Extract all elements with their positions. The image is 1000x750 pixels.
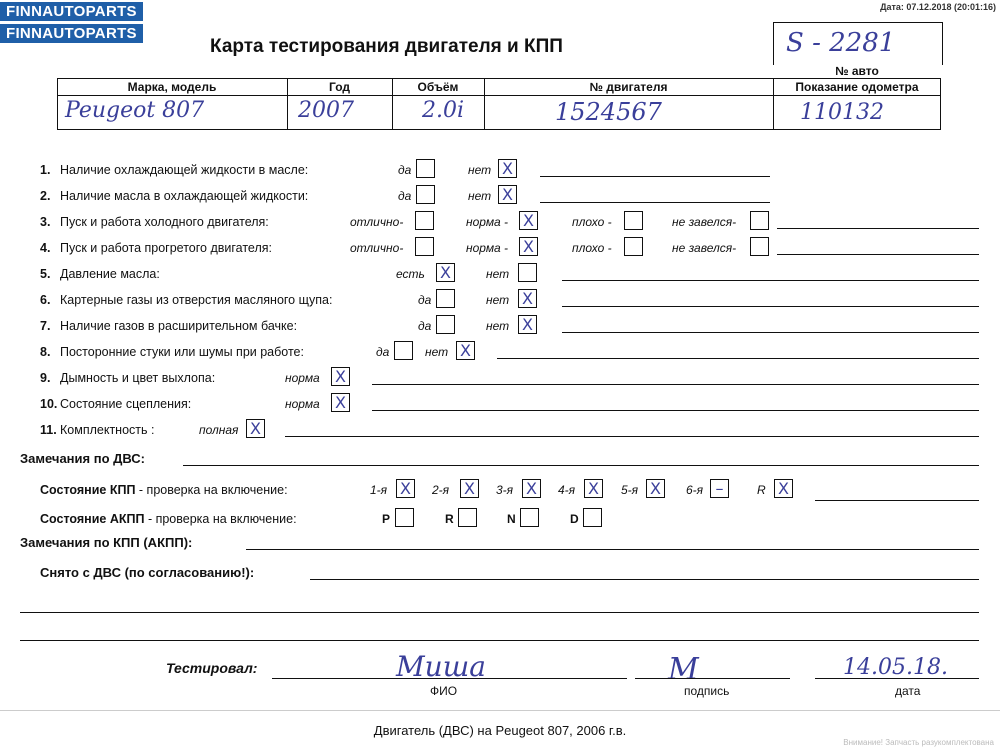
check-question: Пуск и работа холодного двигателя: [60,215,269,229]
checkbox[interactable]: X [498,159,517,178]
checkbox[interactable]: X [498,185,517,204]
header-year: Год [329,80,350,94]
value-engine-number: 1524567 [555,98,662,126]
checkbox[interactable]: X [519,237,538,256]
option-label: норма - [466,215,509,229]
kpp-notes-label: Замечания по КПП (АКПП): [20,535,193,550]
check-number: 8. [40,345,51,359]
gear-label: 6-я [686,483,704,497]
option-label: нет [486,293,510,307]
value-year: 2007 [298,98,354,123]
removed-line[interactable] [310,579,979,580]
option-label: нет [468,189,492,203]
gear-checkbox[interactable] [458,508,477,527]
notes-line[interactable] [562,280,979,281]
check-question: Дымность и цвет выхлопа: [60,371,216,385]
check-question: Давление масла: [60,267,160,281]
akpp-label: Состояние АКПП - проверка на включение: [40,512,297,526]
signature: М [668,652,699,687]
option-label: нет [468,163,492,177]
value-odometer: 110132 [800,100,884,125]
notes-line[interactable] [562,306,979,307]
option-label: да [398,189,412,203]
gear-label: D [570,512,579,526]
value-volume: 2.0i [422,98,465,123]
date-label: дата [895,684,921,698]
checkbox[interactable]: X [519,211,538,230]
check-number: 10. [40,397,58,411]
gear-checkbox[interactable] [395,508,414,527]
checkbox[interactable]: X [518,289,537,308]
tested-label: Тестировал: [166,660,258,676]
option-label: да [376,345,390,359]
checkbox[interactable]: X [331,367,350,386]
gear-checkbox[interactable]: X [646,479,665,498]
notes-line[interactable] [777,228,979,229]
check-question: Наличие газов в расширительном бачке: [60,319,298,333]
check-number: 6. [40,293,51,307]
option-label: есть [396,267,425,281]
gear-label: R [757,483,766,497]
checkbox[interactable] [518,263,537,282]
gear-label: 1-я [370,483,388,497]
gear-checkbox[interactable]: X [584,479,603,498]
kpp-notes-line[interactable] [246,549,979,550]
check-question: Пуск и работа прогретого двигателя: [60,241,272,255]
stock-number: S - 2281 [786,28,896,58]
gear-label: R [445,512,454,526]
check-number: 1. [40,163,51,177]
footer-note: Внимание! Запчасть разукомплектована [843,738,994,747]
checkbox[interactable] [624,237,643,256]
gear-checkbox[interactable]: X [522,479,541,498]
check-number: 5. [40,267,51,281]
gear-label: P [382,512,391,526]
option-label: норма - [466,241,509,255]
checkbox[interactable]: X [246,419,265,438]
gear-label: N [507,512,516,526]
notes-line[interactable] [562,332,979,333]
notes-line[interactable] [372,384,979,385]
dvs-notes-label: Замечания по ДВС: [20,451,145,466]
option-label: отлично- [350,215,404,229]
checkbox[interactable] [415,211,434,230]
option-label: нет [486,319,510,333]
check-number: 3. [40,215,51,229]
check-number: 7. [40,319,51,333]
gear-checkbox[interactable]: X [396,479,415,498]
check-question: Наличие охлаждающей жидкости в масле: [60,163,309,177]
check-number: 11. [40,423,57,437]
header-odometer: Показание одометра [795,80,919,94]
header-make-model: Марка, модель [127,80,217,94]
gear-checkbox[interactable]: X [774,479,793,498]
notes-line[interactable] [372,410,979,411]
dvs-notes-line[interactable] [183,465,979,466]
photo-caption: Двигатель (ДВС) на Peugeot 807, 2006 г.в. [373,723,627,738]
checkbox[interactable] [415,237,434,256]
page-title: Карта тестирования двигателя и КПП [210,36,563,57]
checkbox[interactable] [416,159,435,178]
notes-line[interactable] [285,436,979,437]
check-number: 2. [40,189,51,203]
checkbox[interactable]: X [331,393,350,412]
option-label: да [418,319,432,333]
test-date: 14.05.18. [843,655,948,680]
option-label: плохо - [572,241,612,255]
notes-line[interactable] [777,254,979,255]
option-label: да [398,163,412,177]
kpp-label: Состояние КПП - проверка на включение: [40,483,288,497]
checkbox[interactable] [624,211,643,230]
option-label: норма [285,397,320,411]
check-question: Посторонние стуки или шумы при работе: [60,345,304,359]
gear-label: 2-я [432,483,450,497]
option-label: не завелся- [672,215,737,229]
checkbox[interactable] [750,211,769,230]
option-label: не завелся- [672,241,737,255]
value-make-model: Peugeot 807 [65,98,205,123]
gear-label: 5-я [621,483,639,497]
header-engine-number: № двигателя [589,80,668,94]
removed-label: Снято с ДВС (по согласованию!): [40,565,255,580]
gear-label: 4-я [558,483,576,497]
option-label: нет [486,267,510,281]
signature-label: подпись [684,684,730,698]
check-number: 9. [40,371,51,385]
option-label: да [418,293,432,307]
check-question: Комплектность : [60,423,155,437]
gear-checkbox[interactable] [520,508,539,527]
checkbox[interactable]: X [436,263,455,282]
checkbox[interactable] [394,341,413,360]
option-label: нет [425,345,449,359]
gear-checkbox[interactable]: X [460,479,479,498]
notes-line[interactable] [540,202,770,203]
checkbox[interactable] [436,289,455,308]
option-label: плохо - [572,215,612,229]
check-question: Состояние сцепления: [60,397,192,411]
auto-number-label: № авто [835,64,879,78]
header-volume: Объём [417,80,459,94]
checkbox[interactable] [750,237,769,256]
checkbox[interactable]: X [518,315,537,334]
check-question: Картерные газы из отверстия масляного щупа: [60,293,333,307]
check-question: Наличие масла в охлаждающей жидкости: [60,189,309,203]
checkbox[interactable] [416,185,435,204]
check-number: 4. [40,241,51,255]
notes-line[interactable] [497,358,979,359]
gear-label: 3-я [496,483,514,497]
option-label: полная [199,423,239,437]
checkbox[interactable] [436,315,455,334]
checkbox[interactable]: X [456,341,475,360]
watermark-logo: FINNAUTOPARTS [0,2,143,21]
watermark-logo: FINNAUTOPARTS [0,24,143,43]
fio-label: ФИО [430,684,458,698]
gear-checkbox[interactable]: – [710,479,729,498]
tester-name: Миша [396,650,486,683]
notes-line[interactable] [540,176,770,177]
gear-checkbox[interactable] [583,508,602,527]
option-label: норма [285,371,320,385]
option-label: отлично- [350,241,404,255]
date-stamp: Дата: 07.12.2018 (20:01:16) [880,2,996,12]
